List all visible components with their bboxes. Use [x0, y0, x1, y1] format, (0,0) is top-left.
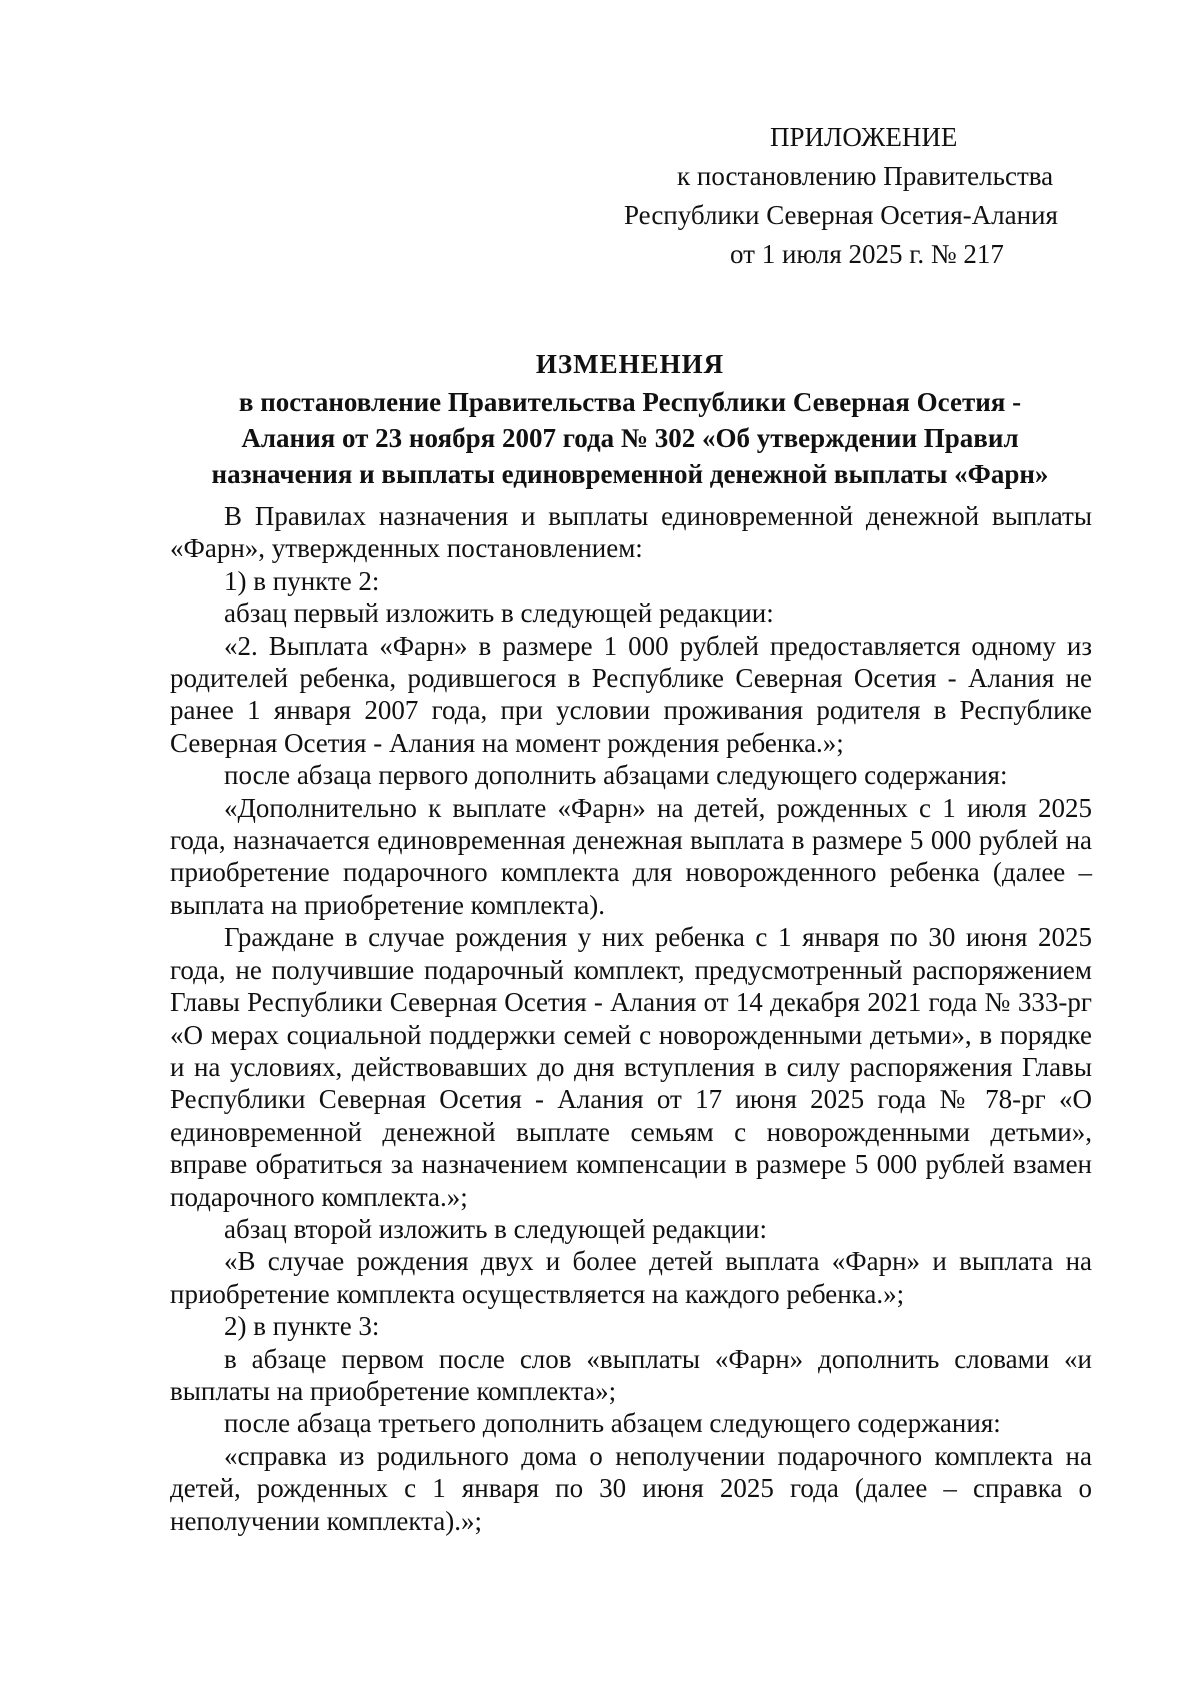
paragraph: «справка из родильного дома о неполучении подарочного комплекта на детей, рожденных с 1 января по 30 июня 2025 года (далее – справка о неполучении комплекта).»; [170, 1440, 1092, 1536]
paragraph: абзац первый изложить в следующей редакции: [224, 598, 774, 629]
paragraph: «2. Выплата «Фарн» в размере 1 000 рублей предоставляется одному из родителей ребенка, родившегося в Республике Северная Осетия - Алания не ранее 1 января 2007 года, при условии проживания родителя в Республике Северная Осетия - Алания на момент рождения ребенка.»; [170, 630, 1092, 758]
title-line-1: в постановление Правительства Республики Северная Осетия - [238, 387, 1022, 417]
title-main: ИЗМЕНЕНИЯ [535, 349, 725, 379]
paragraph: Граждане в случае рождения у них ребенка с 1 января по 30 июня 2025 года, не получившие подарочный комплект, предусмотренный распоряжением Главы Республики Северная Осетия - Алания от 14 декабря 2021 года № 333-рг «О мерах социальной поддержки семей с новорожденными детьми», в порядке и на условиях, действовавших до дня вступления в силу распоряжения Главы Республики Северная Осетия - Алания от 17 июня 2025 года № 78-рг «О единовременной денежной выплате семьям с новорожденными детьми», вправе обратиться за назначением компенсации в размере 5 000 рублей взамен подарочного комплекта.»; [170, 922, 1092, 1212]
title-line-2: Алания от 23 ноября 2007 года № 302 «Об утверждении Правил [241, 423, 1019, 453]
document-title [150, 346, 1110, 492]
appendix-line-republic: Республики Северная Осетия-Алания [624, 200, 1058, 230]
paragraph: «Дополнительно к выплате «Фарн» на детей, рожденных с 1 июля 2025 года, назначается единовременная денежная выплата в размере 5 000 рублей на приобретение подарочного комплекта для новорожденного ребенка (далее – выплата на приобретение комплекта). [170, 792, 1092, 920]
paragraph: после абзаца третьего дополнить абзацем следующего содержания: [224, 1408, 1001, 1439]
paragraph: «В случае рождения двух и более детей выплата «Фарн» и выплата на приобретение комплекта осуществляется на каждого ребенка.»; [170, 1246, 1092, 1309]
paragraph: абзац второй изложить в следующей редакции: [224, 1213, 767, 1244]
paragraph: 2) в пункте 3: [224, 1311, 380, 1342]
paragraph: в абзаце первом после слов «выплаты «Фарн» дополнить словами «и выплаты на приобретение комплекта»; [170, 1343, 1092, 1406]
paragraph: В Правилах назначения и выплаты единовременной денежной выплаты «Фарн», утвержденных постановлением: [170, 501, 1092, 564]
appendix-block [600, 118, 1100, 274]
title-line-3: назначения и выплаты единовременной денежной выплаты «Фарн» [211, 459, 1049, 489]
appendix-heading: ПРИЛОЖЕНИЕ [770, 122, 958, 152]
paragraph: после абзаца первого дополнить абзацами следующего содержания: [224, 760, 1008, 791]
document-body [170, 500, 1092, 1537]
paragraph: 1) в пункте 2: [224, 565, 380, 596]
appendix-line-resolution: к постановлению Правительства [677, 161, 1054, 191]
appendix-line-date-number: от 1 июля 2025 г. № 217 [730, 239, 1004, 269]
